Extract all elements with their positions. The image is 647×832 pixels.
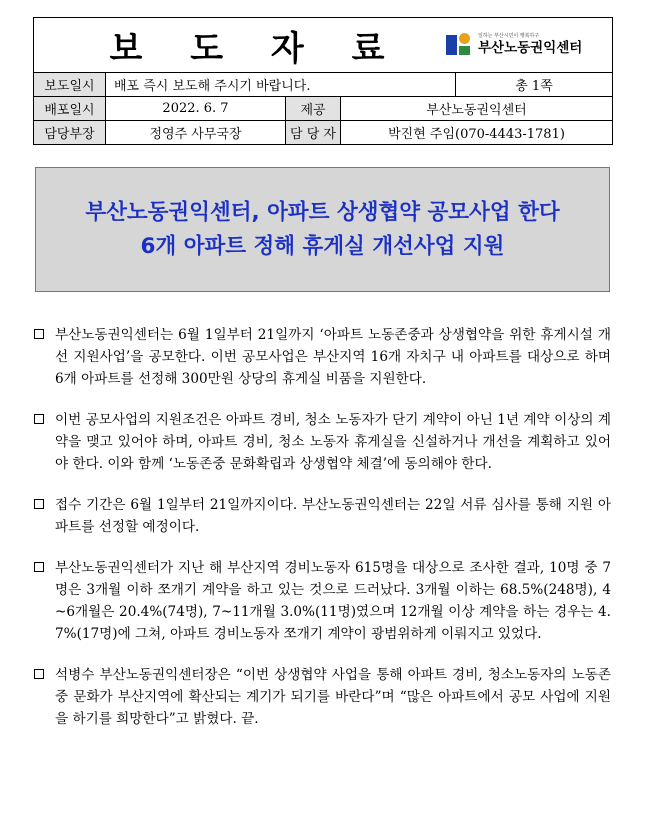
checkbox-bullet-icon xyxy=(34,562,44,572)
logo-slogan: 일하는 부산시민이 행복하구 xyxy=(478,33,540,39)
header-title-row xyxy=(34,18,612,73)
manager-value: 정영주 사무국장 xyxy=(106,121,286,144)
report-date-value: 배포 즉시 보도해 주시기 바랍니다. xyxy=(106,73,456,96)
body-paragraph xyxy=(33,409,611,475)
headline-sub: 6개 아파트 정해 휴게실 개선사업 지원 xyxy=(140,233,505,259)
checkbox-bullet-icon xyxy=(34,414,44,424)
release-date-label: 배포일시 xyxy=(34,97,106,120)
manager-row xyxy=(34,121,612,144)
title-cell xyxy=(34,18,438,72)
body-paragraph xyxy=(33,494,611,538)
checkbox-bullet-icon xyxy=(34,499,44,509)
paragraph-text: 이번 공모사업의 지원조건은 아파트 경비, 청소 노동자가 단기 계약이 아닌 1년 계약 이상의 계약을 맺고 있어야 하며, 아파트 경비, 청소 노동자 휴게실을 신설하거나 개선을 계획하고 있어야 한다. 이와 함께 ‘노동존중 문화확립과 상생협약 체결’에 동의해야 한다. xyxy=(55,412,611,472)
manager-label: 담당부장 xyxy=(34,121,106,144)
headline-main: 부산노동권익센터, 아파트 상생협약 공모사업 한다 xyxy=(85,199,560,225)
body-paragraph xyxy=(33,324,611,390)
paragraph-text: 부산노동권익센터가 지난 해 부산지역 경비노동자 615명을 대상으로 조사한 결과, 10명 중 7명은 3개월 이하 쪼개기 계약을 하고 있는 것으로 드러났다. 3개월 이하는 68.5%(248명), 4~6개월은 20.4%(74명), 7~11개월 3.0%(11명)였으며 12개월 이상 계약을 하는 경우는 4.7%(17명)에 그쳐, 아파트 경비노동자 쪼개기 계약이 광범위하게 이뤄지고 있었다. xyxy=(55,560,611,642)
logo-cell xyxy=(438,18,612,72)
paragraph-text: 접수 기간은 6월 1일부터 21일까지이다. 부산노동권익센터는 22일 서류 심사를 통해 지원 아파트를 선정할 예정이다. xyxy=(55,497,611,535)
paragraph-text: 부산노동권익센터는 6월 1일부터 21일까지 ‘아파트 노동존중과 상생협약을 위한 휴게시설 개선 지원사업’을 공모한다. 이번 공모사업은 부산지역 16개 자치구 내 아파트를 대상으로 하며 6개 아파트를 선정해 300만원 상당의 휴게실 비품을 지원한다. xyxy=(55,327,611,387)
center-logo-icon xyxy=(446,33,472,57)
document-title: 보 도 자 료 xyxy=(109,28,403,69)
press-release-header-table xyxy=(33,17,613,145)
body-paragraph xyxy=(33,664,611,730)
release-date-row xyxy=(34,97,612,121)
headline-box xyxy=(35,167,610,292)
page-count: 총 1쪽 xyxy=(515,79,553,94)
contact-value: 박진현 주임(070-4443-1781) xyxy=(388,127,565,142)
contact-label: 담 당 자 xyxy=(286,121,341,144)
checkbox-bullet-icon xyxy=(34,669,44,679)
checkbox-bullet-icon xyxy=(34,329,44,339)
report-date-label: 보도일시 xyxy=(34,73,106,96)
report-date-row xyxy=(34,73,612,97)
paragraph-text: 석병수 부산노동권익센터장은 “이번 상생협약 사업을 통해 아파트 경비, 청소노동자의 노동존중 문화가 부산지역에 확산되는 계기가 되기를 바란다”며 “많은 아파트에서 공모 사업에 지원을 하기를 희망한다”고 밝혔다. 끝. xyxy=(55,667,611,727)
release-date-value: 2022. 6. 7 xyxy=(106,97,286,120)
logo-name: 부산노동권익센터 xyxy=(478,40,583,56)
provider-value: 부산노동권익센터 xyxy=(426,103,527,118)
body-paragraphs xyxy=(33,324,611,730)
provider-label: 제공 xyxy=(286,97,341,120)
logo-text xyxy=(478,33,582,57)
body-paragraph xyxy=(33,557,611,645)
